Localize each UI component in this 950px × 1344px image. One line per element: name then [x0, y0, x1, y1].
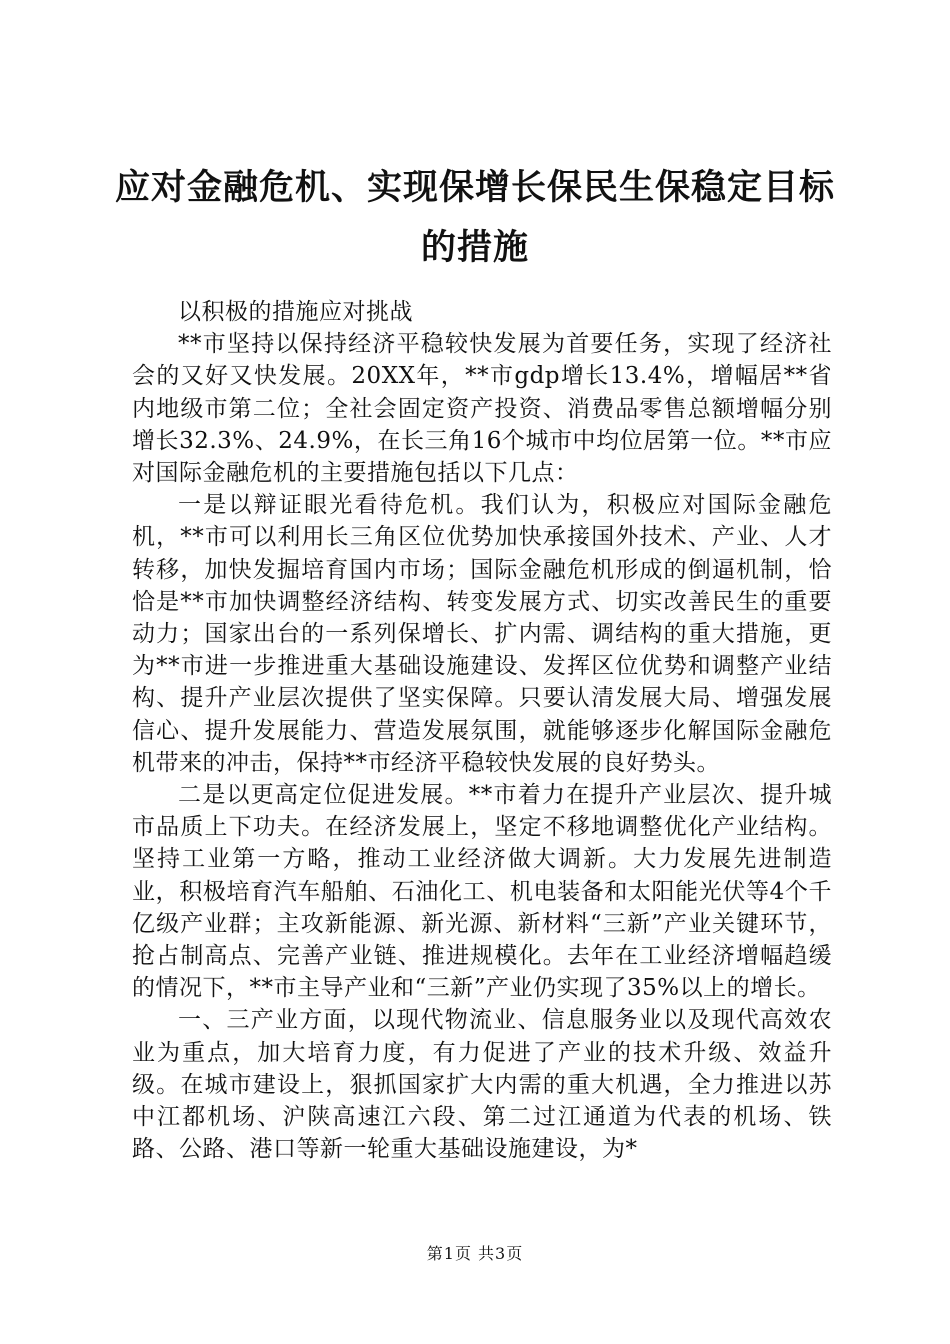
- document-title: 应对金融危机、实现保增长保民生保稳定目标的措施: [114, 167, 835, 268]
- page-number-footer: 第1页 共3页: [426, 1244, 524, 1263]
- document-body: [132, 296, 832, 1165]
- paragraph-point-one: 一是以辩证眼光看待危机。我们认为，积极应对国际金融危机，**市可以利用长三角区位优势加快承接国外技术、产业、人才转移，加快发掘培育国内市场；国际金融危机形成的倒逼机制，恰恰是**市加快调整经济结构、转变发展方式、切实改善民生的重要动力；国家出台的一系列保增长、扩内需、调结构的重大措施，更为**市进一步推进重大基础设施建设、发挥区位优势和调整产业结构、提升产业层次提供了坚实保障。只要认清发展大局、增强发展信心、提升发展能力、营造发展氛围，就能够逐步化解国际金融危机带来的冲击，保持**市经济平稳较快发展的良好势头。: [132, 492, 832, 776]
- paragraph-industries: 一、三产业方面，以现代物流业、信息服务业以及现代高效农业为重点，加大培育力度，有力促进了产业的技术升级、效益升级。在城市建设上，狠抓国家扩大内需的重大机遇，全力推进以苏中江都机场、沪陕高速江六段、第二过江通道为代表的机场、铁路、公路、港口等新一轮重大基础设施建设，为*: [132, 1007, 832, 1163]
- paragraph-intro: **市坚持以保持经济平稳较快发展为首要任务，实现了经济社会的又好又快发展。20XX年，**市gdp增长13.4%，增幅居**省内地级市第二位；全社会固定资产投资、消费品零售总额增幅分别增长32.3%、24.9%，在长三角16个城市中均位居第一位。**市应对国际金融危机的主要措施包括以下几点：: [132, 331, 832, 487]
- paragraph-subheading: 以积极的措施应对挑战: [178, 299, 413, 325]
- paragraph-point-two: 二是以更高定位促进发展。**市着力在提升产业层次、提升城市品质上下功夫。在经济发展上，坚定不移地调整优化产业结构。坚持工业第一方略，推动工业经济做大调新。大力发展先进制造业，积极培育汽车船舶、石油化工、机电装备和太阳能光伏等4个千亿级产业群；主攻新能源、新光源、新材料“三新”产业关键环节，抢占制高点、完善产业链、推进规模化。去年在工业经济增幅趋缓的情况下，**市主导产业和“三新”产业仍实现了35%以上的增长。: [132, 782, 832, 1002]
